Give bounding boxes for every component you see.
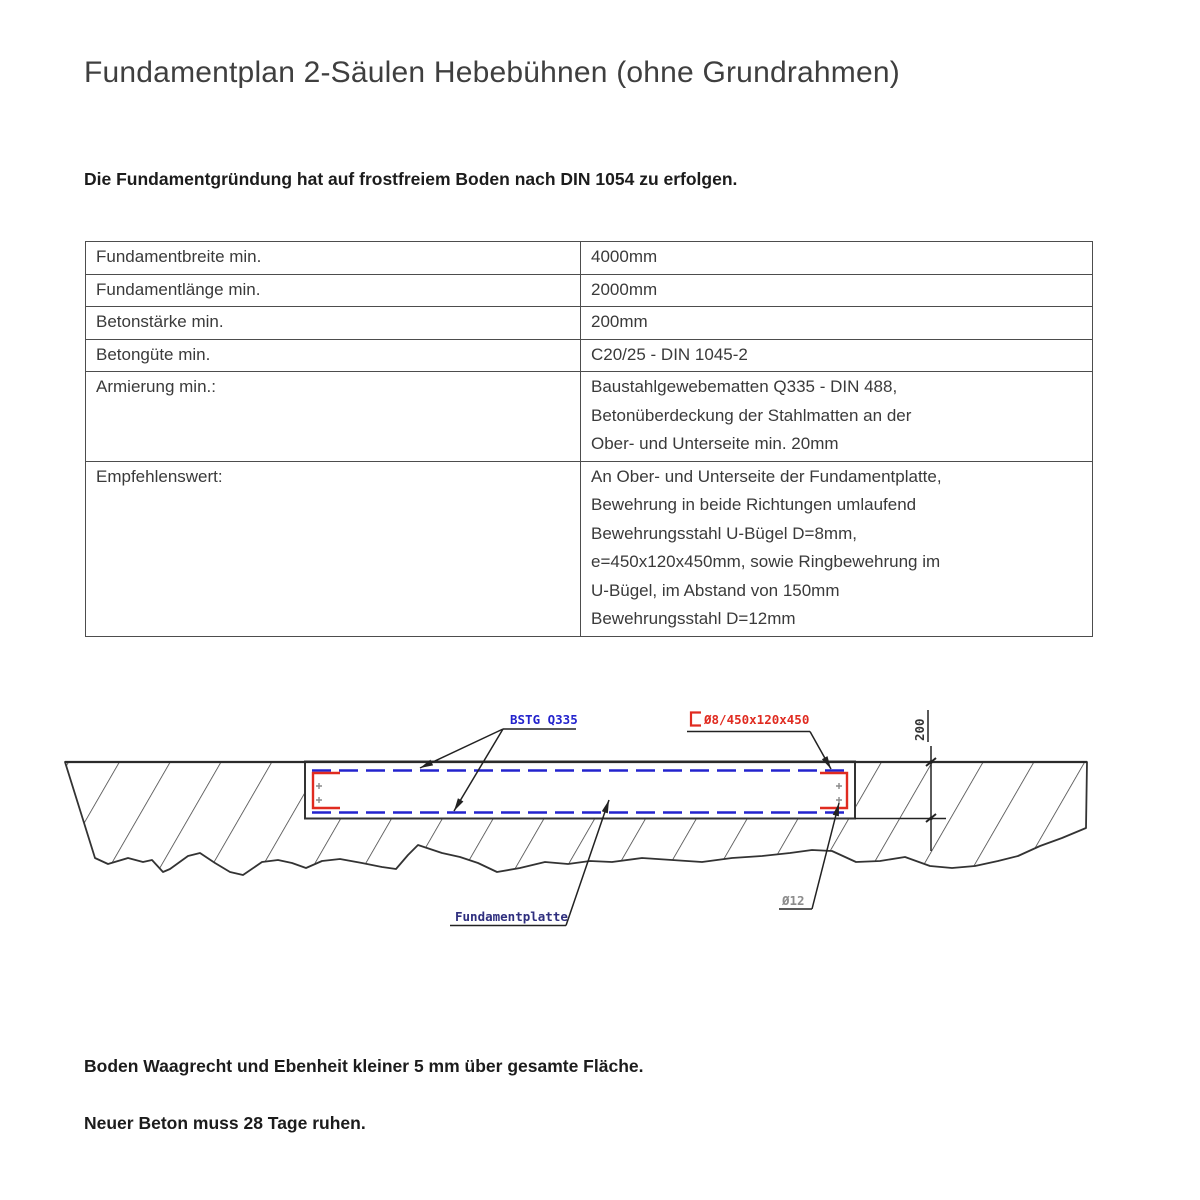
ring-bar-label: Ø12 (782, 893, 805, 908)
intro-text: Die Fundamentgründung hat auf frostfreiem Boden nach DIN 1054 zu erfolgen. (84, 169, 738, 189)
mesh-label: BSTG Q335 (510, 712, 578, 727)
row-label: Empfehlenswert: (86, 461, 581, 636)
row-value: Baustahlgewebematten Q335 - DIN 488, Betonüberdeckung der Stahlmatten an der Ober- und Unterseite min. 20mm (581, 372, 1093, 462)
stirrup-symbol-icon (691, 713, 701, 726)
row-value: 2000mm (581, 274, 1093, 307)
row-label: Fundamentlänge min. (86, 274, 581, 307)
thickness-dimension-value: 200 (912, 718, 927, 741)
row-value: 200mm (581, 307, 1093, 340)
row-value: An Ober- und Unterseite der Fundamentplatte, Bewehrung in beide Richtungen umlaufend Bewehrungsstahl U-Bügel D=8mm, e=450x120x450mm, sowie Ringbewehrung im U-Bügel, im Abstand von 150mm Bewehrungsstahl D=12mm (581, 461, 1093, 636)
note-floor-levelness: Boden Waagrecht und Ebenheit kleiner 5 mm über gesamte Fläche. (84, 1056, 644, 1076)
row-label: Fundamentbreite min. (86, 242, 581, 275)
row-value: 4000mm (581, 242, 1093, 275)
row-label: Betonstärke min. (86, 307, 581, 340)
row-value: C20/25 - DIN 1045-2 (581, 339, 1093, 372)
slab-label: Fundamentplatte (455, 909, 568, 924)
row-label: Armierung min.: (86, 372, 581, 462)
note-concrete-curing: Neuer Beton muss 28 Tage ruhen. (84, 1113, 366, 1133)
row-label: Betongüte min. (86, 339, 581, 372)
page-title: Fundamentplan 2-Säulen Hebebühnen (ohne Grundrahmen) (84, 56, 900, 89)
stirrup-label: Ø8/450x120x450 (704, 712, 810, 727)
